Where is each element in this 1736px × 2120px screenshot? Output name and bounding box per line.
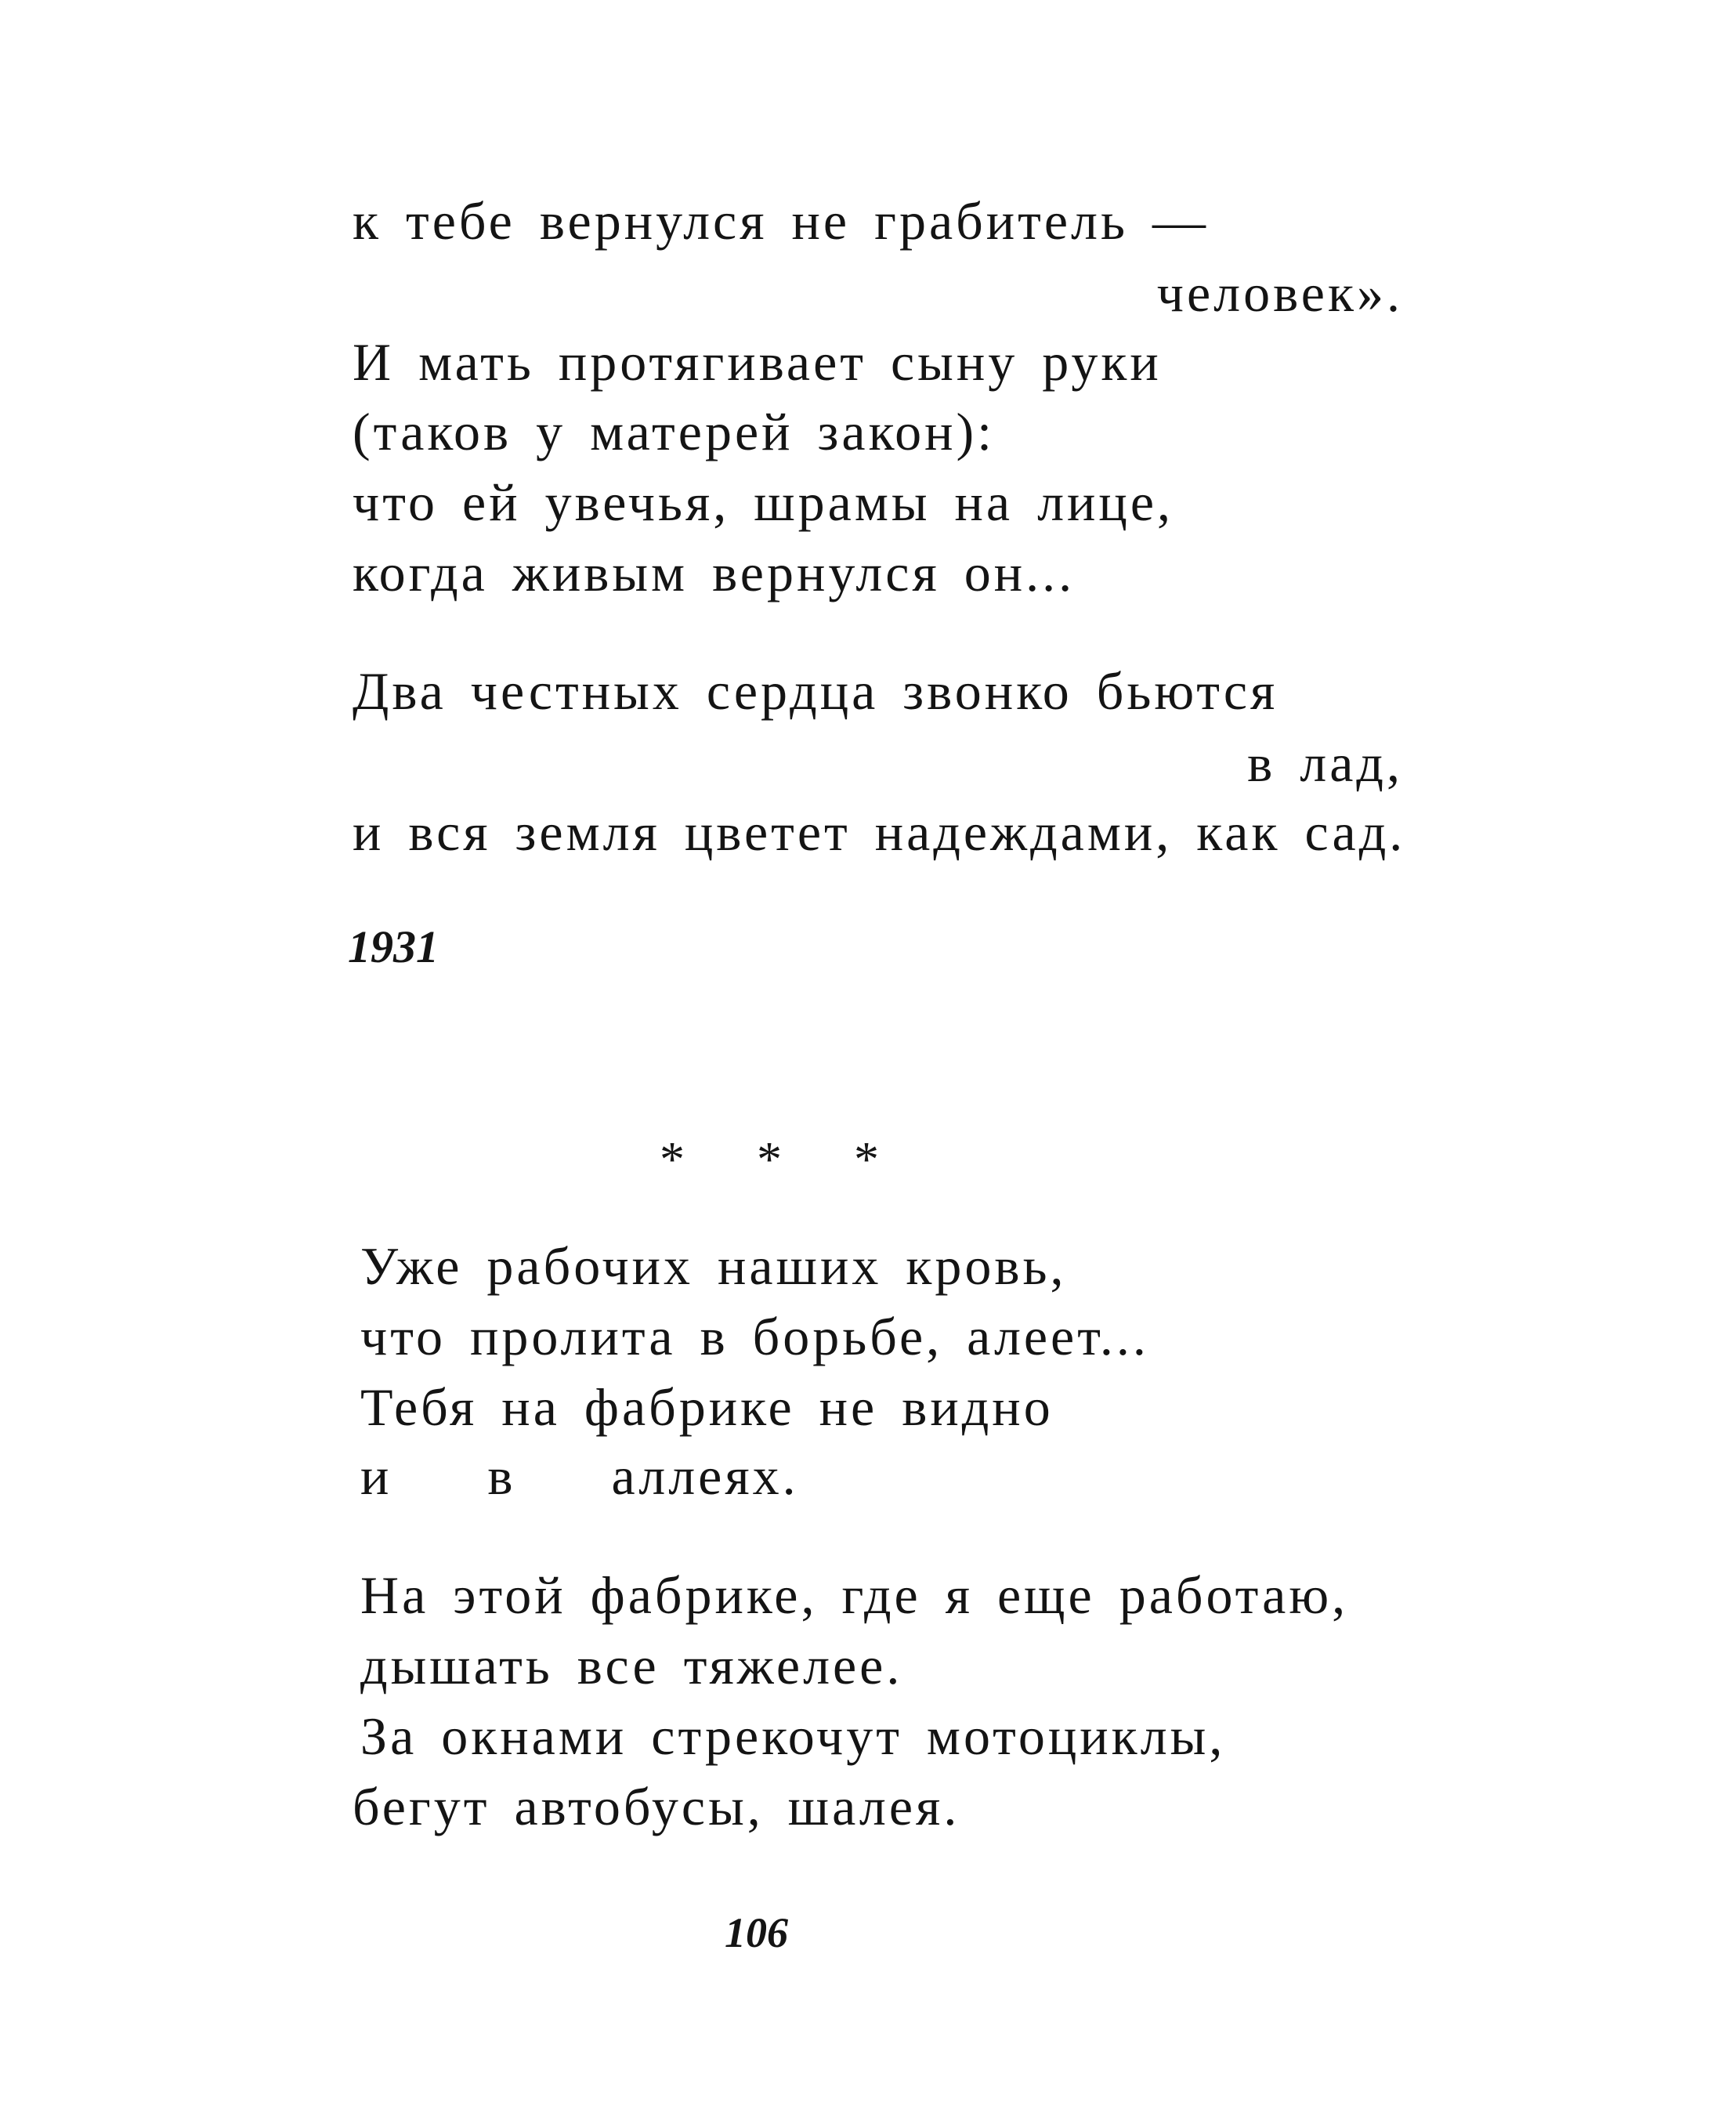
poem2-line-8: бегут автобусы, шалея. <box>353 1777 960 1836</box>
section-separator: * * * <box>660 1131 901 1187</box>
poem2-line-3: Тебя на фабрике не видно <box>360 1377 1054 1437</box>
page-number: 106 <box>725 1909 788 1956</box>
poem1-line-7: Два честных сердца звонко бьются <box>353 661 1278 721</box>
poem1-line-6: когда живым вернулся он... <box>353 543 1076 602</box>
poem1-line-5: что ей увечья, шрамы на лице, <box>353 472 1174 532</box>
poem1-line-8: в лад, <box>1247 733 1403 793</box>
poem2-line-2: что пролита в борьбе, алеет... <box>360 1307 1149 1366</box>
poem1-line-1: к тебе вернулся не грабитель — <box>353 191 1209 251</box>
poem2-line-7: За окнами стрекочут мотоциклы, <box>360 1706 1226 1766</box>
poem2-line-6: дышать все тяжелее. <box>360 1636 903 1695</box>
poem2-line-5: На этой фабрике, где я еще работаю, <box>360 1565 1349 1625</box>
poem2-line-1: Уже рабочих наших кровь, <box>360 1236 1067 1296</box>
poem1-line-2: человек». <box>1156 263 1403 323</box>
poem1-line-4: (таков у матерей закон): <box>353 402 996 461</box>
poem1-line-9: и вся земля цветет надеждами, как сад. <box>353 802 1406 862</box>
poem1-line-3: И мать протягивает сыну руки <box>353 332 1162 392</box>
poem1-year: 1931 <box>348 921 439 972</box>
poem2-line-4: и в аллеях. <box>360 1446 799 1506</box>
